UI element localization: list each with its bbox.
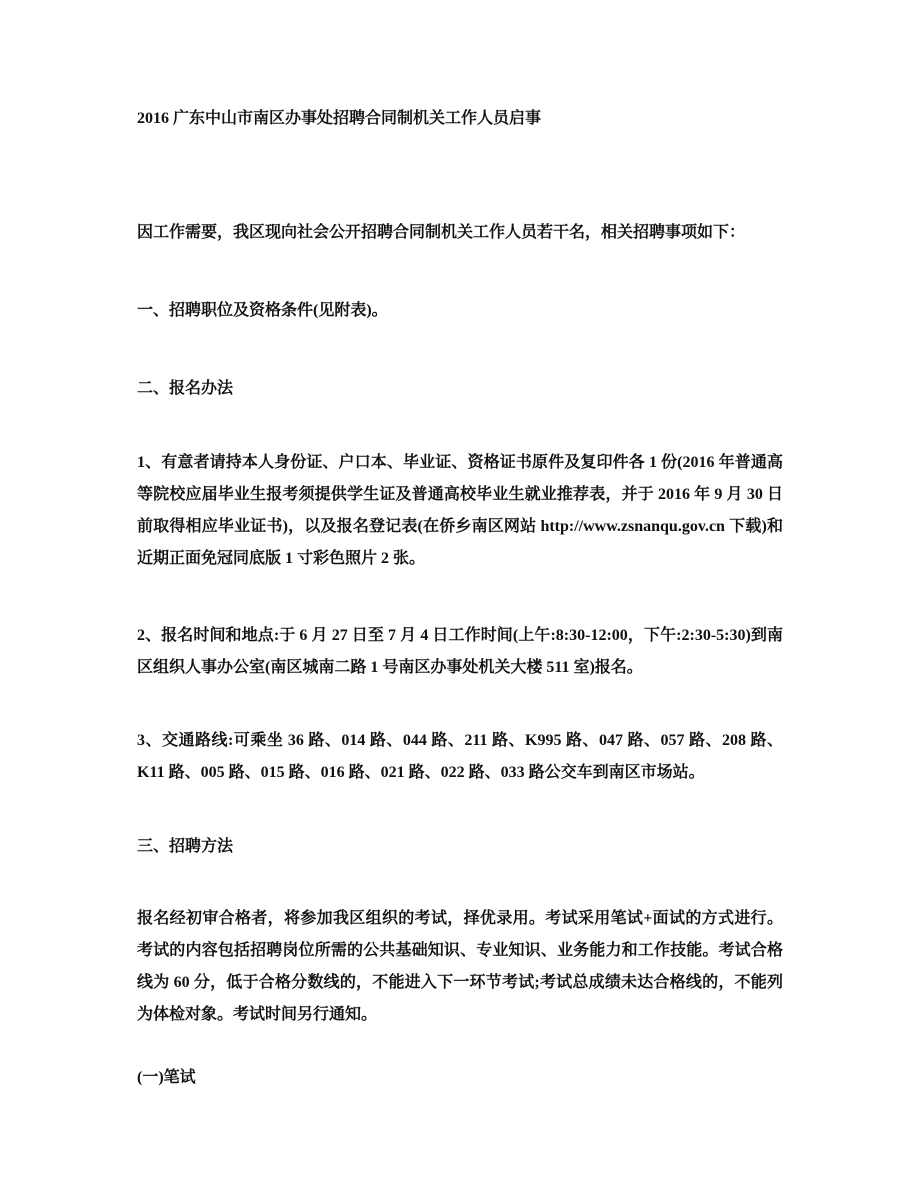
intro-paragraph: 因工作需要，我区现向社会公开招聘合同制机关工作人员若干名，相关招聘事项如下： <box>137 224 746 241</box>
section-heading-2: 二、报名办法 <box>137 380 234 397</box>
section-heading-1: 一、招聘职位及资格条件(见附表)。 <box>137 302 388 319</box>
list-item-3: 3、交通路线:可乘坐 36 路、014 路、044 路、211 路、K995 路、047 路、057 路、208 路、K11 路、005 路、015 路、016 路、021 路、022 路、033 路公交车到南区市场站。 <box>137 732 783 781</box>
section-body-3: 报名经初审合格者，将参加我区组织的考试，择优录用。考试采用笔试+面试的方式进行。考试的内容包括招聘岗位所需的公共基础知识、专业知识、业务能力和工作技能。考试合格线为 60 分，低于合格分数线的，不能进入下一环节考试;考试总成绩未达合格线的，不能列为体检对象。考试时间另行通知。 <box>137 910 783 1023</box>
section-heading-3: 三、招聘方法 <box>137 838 234 855</box>
list-item-2: 2、报名时间和地点:于 6 月 27 日至 7 月 4 日工作时间(上午:8:30-12:00，下午:2:30-5:30)到南区组织人事办公室(南区城南二路 1 号南区办事处机关大楼 511 室)报名。 <box>137 627 783 676</box>
list-item-1: 1、有意者请持本人身份证、户口本、毕业证、资格证书原件及复印件各 1 份(2016 年普通高等院校应届毕业生报考须提供学生证及普通高校毕业生就业推荐表，并于 2016 年 9 月 30 日前取得相应毕业证书)，以及报名登记表(在侨乡南区网站 http://www.zsnanqu.gov.cn 下载)和近期正面免冠同底版 1 寸彩色照片 2 张。 <box>137 454 783 567</box>
page-title: 2016 广东中山市南区办事处招聘合同制机关工作人员启事 <box>137 110 542 127</box>
subsection-heading-1: (一)笔试 <box>137 1069 196 1086</box>
